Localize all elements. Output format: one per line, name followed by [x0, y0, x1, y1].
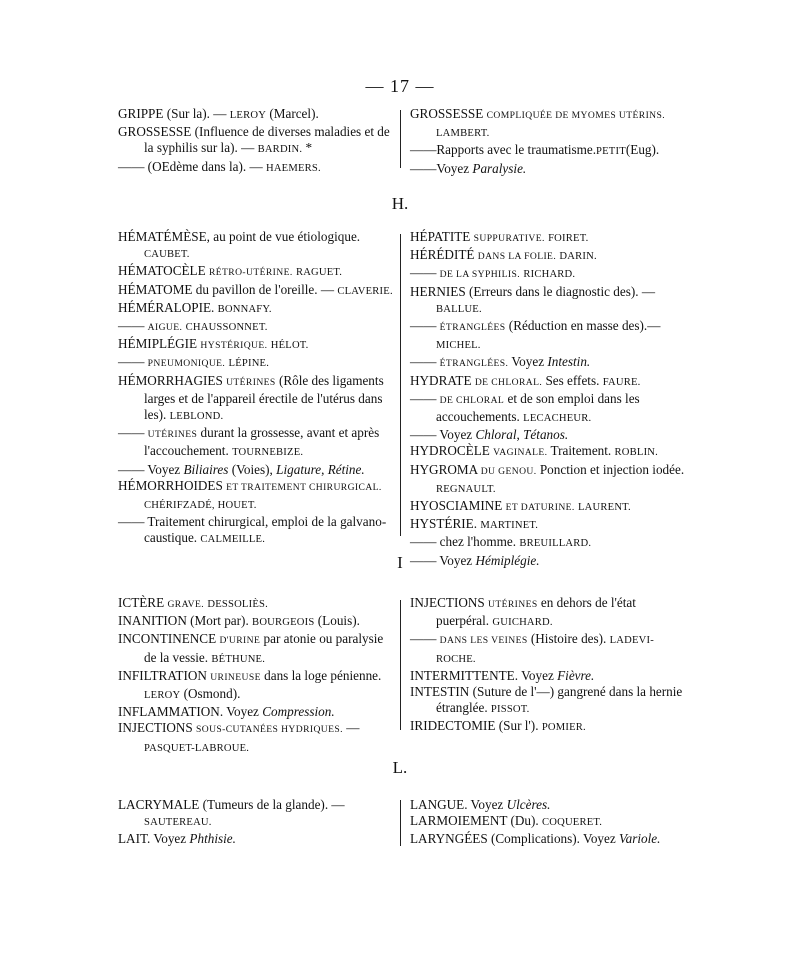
author-name: BÉTHUNE. [211, 653, 266, 665]
entry-text: —— Voyez [118, 461, 184, 477]
index-entry [118, 462, 395, 478]
section-i-left-column [118, 595, 395, 757]
author-name: HAEMERS. [265, 162, 321, 174]
cross-reference: Compression. [262, 704, 335, 720]
author-name: SAUTEREAU. [144, 817, 212, 829]
entry-text: (Osmond). [180, 686, 241, 702]
index-entry [410, 684, 688, 718]
entry-text: ——Voyez [410, 160, 473, 176]
index-entry [410, 318, 688, 354]
author-name: LAURENT. [578, 502, 631, 514]
index-entry [410, 106, 688, 142]
entry-text: et de son emploi dans les accouchements. [436, 390, 640, 425]
author-name: PASQUET-LABROUE. [144, 742, 250, 754]
index-entry [118, 373, 395, 426]
index-entry [410, 142, 688, 160]
entry-text: LACRYMALE (Tumeurs de la glande). — [118, 797, 345, 812]
entry-qualifier: DU GENOU. [480, 465, 537, 477]
author-name: LECACHEUR. [523, 413, 592, 425]
entry-qualifier: HYSTÉRIQUE. [200, 340, 268, 352]
entry-qualifier: UTÉRINES [147, 429, 198, 441]
entry-text: INJECTIONS [410, 595, 489, 610]
index-entry [410, 462, 688, 498]
entry-text: —— [410, 390, 440, 406]
index-entry [410, 813, 688, 831]
entry-text: LANGUE. Voyez [410, 797, 507, 812]
entry-text: INCONTINENCE [118, 631, 220, 647]
index-entry [410, 161, 688, 177]
cross-reference: Biliaires [183, 461, 229, 477]
entry-text: durant la grossesse, avant et après l'accouchement. [144, 425, 380, 459]
entry-qualifier: D'URINE [219, 635, 261, 647]
entry-qualifier: DANS LES VEINES [439, 635, 528, 647]
author-name: RAGUET. [295, 267, 343, 279]
entry-text: Voyez [508, 354, 548, 370]
entry-text: HERNIES (Erreurs dans le diagnostic des). — [410, 283, 656, 299]
author-name: LEROY [144, 690, 181, 702]
author-name: RICHARD. [523, 269, 576, 281]
author-name: POMIER. [541, 722, 586, 734]
author-name: BONNAFY. [217, 303, 272, 315]
author-name: ROBLIN. [614, 447, 659, 459]
index-entry [118, 595, 395, 613]
entry-text: (Rôle des ligaments larges et de l'appareil érectile de l'utérus dans les). [144, 372, 384, 423]
cross-reference: Hémiplégie. [475, 552, 540, 568]
entry-text: INANITION (Mort par). [118, 613, 253, 629]
author-name: BARDIN. [257, 144, 303, 156]
entry-qualifier: DE CHLORAL. [474, 376, 543, 388]
entry-qualifier: RÉTRO-UTÉRINE. [208, 267, 293, 279]
index-entry [410, 668, 688, 684]
index-entry [118, 354, 395, 372]
index-entry [410, 443, 688, 461]
entry-qualifier: UTÉRINES [226, 376, 276, 388]
column-divider-i [400, 600, 401, 730]
index-entry [118, 229, 395, 263]
index-entry [410, 534, 688, 552]
index-entry [118, 124, 395, 158]
section-h-right-column [410, 229, 688, 569]
author-name: LADEVI-ROCHE. [436, 635, 654, 665]
entry-text: INFILTRATION [118, 667, 211, 683]
entry-text: —— [118, 425, 148, 441]
entry-text: HÉMIPLÉGIE [118, 336, 201, 352]
column-divider-h [400, 234, 401, 536]
author-name: HÉLOT. [270, 340, 309, 352]
entry-text: GROSSESSE [410, 106, 487, 121]
entry-qualifier: DE CHLORAL [439, 394, 505, 406]
cross-reference: Phthisie. [189, 831, 236, 847]
entry-text: HYDROCÈLE [410, 443, 494, 459]
cross-reference: Fièvre. [557, 667, 595, 683]
cross-reference: Tétanos. [523, 427, 569, 443]
index-entry [118, 613, 395, 631]
entry-text: HÉPATITE [410, 229, 474, 244]
index-entry [118, 831, 395, 847]
entry-text: GRIPPE (Sur la). — [118, 106, 230, 121]
author-name: LÉPINE. [228, 358, 270, 370]
index-entry [410, 391, 688, 427]
index-entry [410, 373, 688, 391]
index-entry [410, 498, 688, 516]
entry-text: Traitement. [547, 443, 615, 459]
cross-reference: Ulcères. [506, 797, 551, 812]
entry-text: dans la loge pénienne. [260, 667, 382, 683]
index-entry [410, 265, 688, 283]
author-name: CALMEILLE. [200, 534, 266, 546]
author-name: BREUILLARD. [519, 538, 592, 550]
author-name: MICHEL. [436, 340, 481, 352]
index-entry [410, 284, 688, 318]
entry-qualifier: URINEUSE [210, 671, 261, 683]
entry-text: LARYNGÉES (Complications). Voyez [410, 831, 620, 847]
entry-text: —— (OEdème dans la). — [118, 158, 266, 174]
author-name: CHAUSSONNET. [185, 322, 268, 334]
section-heading-l: L. [392, 758, 408, 777]
entry-text: INTERMITTENTE. Voyez [410, 667, 558, 683]
index-entry [410, 631, 688, 667]
author-name: COQUERET. [541, 817, 603, 829]
author-name: LEROY [229, 110, 267, 121]
column-divider-l [400, 800, 401, 846]
index-entry [118, 425, 395, 461]
index-entry [410, 229, 688, 247]
entry-text: HÉMORRHAGIES [118, 372, 227, 388]
entry-text: HYDRATE [410, 372, 475, 388]
author-name: LAMBERT. [436, 128, 490, 140]
index-entry [410, 797, 688, 813]
entry-text: —— [118, 318, 148, 334]
entry-text: —— chez l'homme. [410, 534, 520, 550]
author-name: PISSOT. [490, 704, 530, 716]
entry-text: HÉMÉRALOPIE. [118, 299, 218, 315]
entry-text: HYGROMA [410, 461, 481, 477]
index-entry [118, 704, 395, 720]
entry-qualifier: ÉTRANGLÉES. [439, 358, 509, 370]
entry-text: (Voies), [228, 461, 277, 477]
index-entry [410, 516, 688, 534]
author-name: CAUBET. [144, 249, 190, 261]
index-entry [118, 263, 395, 281]
entry-text: (Réduction en masse des).— [505, 318, 661, 334]
entry-text: LAIT. Voyez [118, 831, 190, 847]
entry-text: , [321, 461, 328, 477]
entry-qualifier: GRAVE. [167, 599, 205, 610]
entry-qualifier: ET TRAITEMENT CHIRURGICAL. [226, 481, 382, 493]
entry-text: INJECTIONS [118, 720, 197, 736]
cross-reference: Variole. [619, 831, 661, 847]
index-entry [118, 668, 395, 704]
entry-text: par atonie ou paralysie de la vessie. [144, 631, 384, 665]
entry-qualifier: ET DATURINE. [505, 502, 575, 514]
author-name: FAURE. [602, 376, 641, 388]
entry-text: Ponction et injection iodée. [536, 461, 685, 477]
entry-text: —— Voyez [410, 552, 476, 568]
entry-qualifier: SOUS-CUTANÉES HYDRIQUES. [196, 724, 343, 736]
author-name: MARTINET. [480, 520, 539, 532]
entry-text: (Histoire des). [527, 631, 610, 647]
entry-text: —— [410, 354, 440, 370]
entry-text: (Louis). [314, 613, 360, 629]
entry-text: —— [410, 318, 440, 334]
author-name: DARIN. [559, 251, 597, 263]
index-entry [118, 514, 395, 548]
section-heading-h: H. [391, 194, 409, 213]
section-l-left-column [118, 797, 395, 848]
entry-qualifier: SUPPURATIVE. [473, 233, 545, 244]
entry-text: HÉMATOME du pavillon de l'oreille. — [118, 281, 338, 297]
author-name: LEBLOND. [169, 411, 224, 423]
index-entry [118, 478, 395, 514]
index-entry [410, 831, 688, 847]
entry-text: —— [410, 265, 440, 281]
author-name: DESSOLIÈS. [207, 599, 268, 610]
author-name: BALLUE. [436, 303, 482, 315]
entry-qualifier: UTÉRINES [488, 599, 538, 610]
cross-reference: Paralysie. [472, 160, 527, 176]
author-name: PETIT [596, 146, 626, 158]
index-entry [410, 427, 688, 443]
entry-text: (Marcel). [266, 106, 319, 121]
index-entry [118, 318, 395, 336]
entry-text: GROSSESSE (Influence de diverses maladies et de la syphilis sur la). — [118, 124, 390, 156]
entry-text: HÉRÉDITÉ [410, 247, 478, 263]
entry-text: —— [118, 354, 148, 370]
entry-text: —— [410, 631, 440, 647]
entry-text: * [302, 140, 313, 156]
entry-text: ICTÈRE [118, 595, 168, 610]
entry-qualifier: DE LA SYPHILIS. [439, 269, 521, 281]
index-entry [410, 354, 688, 372]
author-name: FOIRET. [548, 233, 589, 244]
index-entry [118, 106, 395, 124]
entry-text: —— Traitement chirurgical, emploi de la galvano-caustique. [118, 514, 387, 546]
entry-text: INFLAMMATION. Voyez [118, 704, 263, 720]
entry-text: HÉMORRHOIDES [118, 477, 227, 493]
author-name: BOURGEOIS [252, 617, 315, 629]
index-entry [118, 159, 395, 177]
entry-qualifier: ÉTRANGLÉES [439, 322, 506, 334]
entry-qualifier: VAGINALE. [493, 447, 548, 459]
cross-reference: Rétine. [327, 461, 365, 477]
entry-qualifier: AIGUE. [147, 322, 183, 334]
author-name: CHÉRIFZADÉ, HOUET. [144, 500, 257, 512]
column-divider-g [400, 110, 401, 168]
index-entry [410, 718, 688, 736]
section-heading-i: I [397, 553, 403, 572]
index-entry [118, 282, 395, 300]
entry-text: LARMOIEMENT (Du). [410, 813, 542, 829]
index-entry [410, 247, 688, 265]
entry-qualifier: COMPLIQUÉE DE MYOMES UTÉRINS. [486, 110, 666, 121]
author-name: TOURNEBIZE. [232, 447, 304, 459]
entry-text: Ses effets. [542, 372, 603, 388]
entry-text: INTESTIN (Suture de l'—) gangrené dans la hernie étranglée. [410, 684, 683, 716]
index-entry [118, 336, 395, 354]
cross-reference: Chloral [475, 427, 517, 443]
entry-text: , [516, 427, 524, 443]
cross-reference: Intestin. [547, 354, 591, 370]
index-entry [410, 595, 688, 631]
author-name: CLAVERIE. [337, 285, 393, 297]
section-g-right-column [410, 106, 688, 177]
index-entry [118, 631, 395, 667]
entry-qualifier: DANS LA FOLIE. [477, 251, 557, 263]
entry-text: HYOSCIAMINE [410, 498, 506, 514]
entry-text: IRIDECTOMIE (Sur l'). [410, 718, 542, 734]
page-number: — 17 — [365, 76, 435, 96]
cross-reference: Ligature [276, 461, 322, 477]
index-entry [118, 797, 395, 831]
section-g-left-column [118, 106, 395, 177]
index-entry [118, 300, 395, 318]
entry-text: — [342, 720, 360, 736]
entry-qualifier: PNEUMONIQUE. [147, 358, 226, 370]
entry-text: HÉMATÉMÈSE, au point de vue étiologique. [118, 229, 361, 244]
entry-text: (Eug). [625, 142, 660, 158]
entry-text: HYSTÉRIE. [410, 516, 481, 532]
section-i-right-column [410, 595, 688, 737]
entry-text: ——Rapports avec le traumatisme. [410, 142, 597, 158]
author-name: REGNAULT. [436, 483, 496, 495]
section-l-right-column [410, 797, 688, 848]
author-name: GUICHARD. [492, 617, 553, 629]
section-h-left-column [118, 229, 395, 549]
entry-text: —— Voyez [410, 427, 476, 443]
entry-text: en dehors de l'état puerpéral. [436, 595, 636, 629]
index-entry [118, 720, 395, 756]
entry-text: HÉMATOCÈLE [118, 263, 209, 279]
